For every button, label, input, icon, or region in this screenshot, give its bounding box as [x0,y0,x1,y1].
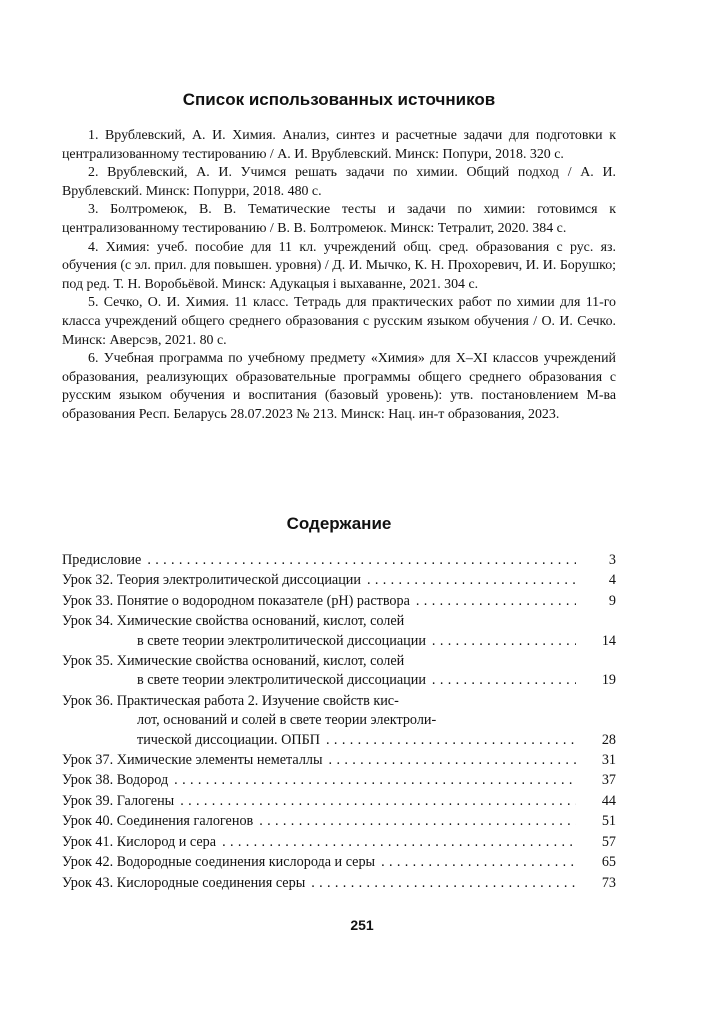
toc-dot-leader [320,731,576,750]
toc-page-number: 4 [608,572,616,589]
sources-title: Список использованных источников [182,90,496,109]
source-item: 3. Болтромеюк, В. В. Тематические тесты и задачи по химии: готовимся к централизованному тестированию / В. В. Болтромеюк. Минск: Тетралит, 2020. 384 с. [62,202,616,236]
toc-dot-leader [375,853,576,872]
toc-page-number: 44 [601,792,616,809]
table-of-contents [62,551,616,893]
toc-page-number: 19 [601,672,616,689]
source-item: 2. Врублевский, А. И. Учимся решать задачи по химии. Общий подход / А. И. Врублевский. Минск: Попурри, 2018. 480 с. [62,165,616,199]
toc-dot-leader [305,874,576,893]
sources-list [62,127,616,425]
contents-title: Содержание [286,514,392,533]
toc-page-number: 31 [601,752,616,769]
toc-dot-leader [253,812,576,831]
toc-entry[interactable] [62,812,616,831]
toc-page-number: 51 [601,813,616,830]
toc-entry[interactable] [62,874,616,893]
toc-entry-title: Урок 42. Водородные соединения кислорода и серы [62,854,376,871]
source-item: 1. Врублевский, А. И. Химия. Анализ, синтез и расчетные задачи для подготовки к централизованному тестированию / А. И. Врублевский. Минск: Попури, 2018. 320 с. [62,128,616,162]
toc-page-number: 57 [601,833,616,850]
source-item: 6. Учебная программа по учебному предмету «Химия» для X–XI классов учреждений образования, реализующих образовательные программы общего среднего образования с русским языком обучения и воспитания (базовый уровень): утв. постановлением М-ва образования Респ. Беларусь 28.07.2023 № 213. Минск: Нац. ин-т образования, 2023. [62,351,616,422]
toc-entry-title-continued: в свете теории электролитической диссоциации [137,632,426,649]
toc-dot-leader [216,833,576,852]
toc-entry[interactable] [62,692,616,750]
toc-entry[interactable] [62,571,616,590]
toc-dot-leader [174,792,576,811]
toc-dot-leader [323,751,576,770]
toc-dot-leader [141,551,576,570]
source-item: 5. Сечко, О. И. Химия. 11 класс. Тетрадь для практических работ по химии для 11-го класса учреждений общего среднего образования с русским языком обучения / О. И. Сечко. Минск: Аверсэв, 2021. 80 с. [62,295,616,348]
toc-entry[interactable] [62,771,616,790]
toc-entry-title-continued: лот, оснований и солей в свете теории электроли- [137,712,437,729]
toc-page-number: 28 [601,731,616,748]
toc-page-number: 37 [601,772,616,789]
toc-dot-leader [426,632,576,651]
toc-page-number: 14 [601,632,616,649]
toc-page-number: 73 [601,874,616,891]
toc-page-number: 9 [608,592,616,609]
toc-entry[interactable] [62,751,616,770]
toc-entry-title-continued: в свете теории электролитической диссоциации [137,672,426,689]
toc-entry-title: Предисловие [62,552,142,568]
toc-page-number: 3 [608,552,616,568]
toc-dot-leader [168,771,576,790]
toc-entry[interactable] [62,792,616,811]
toc-entry-title: Урок 41. Кислород и сера [62,833,217,850]
toc-entry[interactable] [62,652,616,691]
toc-entry[interactable] [62,592,616,611]
toc-entry-title: Урок 34. Химические свойства оснований, кислот, солей [62,613,405,630]
toc-entry[interactable] [62,853,616,872]
toc-dot-leader [426,671,576,690]
source-item: 4. Химия: учеб. пособие для 11 кл. учреждений общ. сред. образования с рус. яз. обучения (с эл. прил. для повышен. уровня) / Д. И. Мычко, К. Н. Прохоревич, И. И. Борушко; под ред. Т. Н. Воробьёвой. Минск: Адукацыя і выхаванне, 2021. 304 с. [62,239,616,292]
toc-page-number: 65 [601,854,616,871]
toc-entry[interactable] [62,551,616,570]
toc-entry-title: Урок 38. Водород [62,772,169,789]
toc-entry-title: Урок 36. Практическая работа 2. Изучение свойств кис- [62,692,399,709]
toc-entry-title: Урок 39. Галогены [62,792,175,809]
toc-entry-title: Урок 32. Теория электролитической диссоциации [62,572,361,589]
toc-entry-title: Урок 40. Соединения галогенов [62,813,254,830]
toc-dot-leader [361,571,576,590]
page-number: 251 [350,917,374,933]
toc-entry-title-continued: тической диссоциации. ОПБП [137,731,321,748]
toc-entry-title: Урок 33. Понятие о водородном показателе (pH) раствора [62,592,410,609]
toc-entry[interactable] [62,833,616,852]
toc-entry-title: Урок 35. Химические свойства оснований, кислот, солей [62,653,405,670]
toc-entry[interactable] [62,612,616,651]
toc-entry-title: Урок 37. Химические элементы неметаллы [62,752,323,769]
toc-dot-leader [410,592,576,611]
toc-entry-title: Урок 43. Кислородные соединения серы [62,874,306,891]
